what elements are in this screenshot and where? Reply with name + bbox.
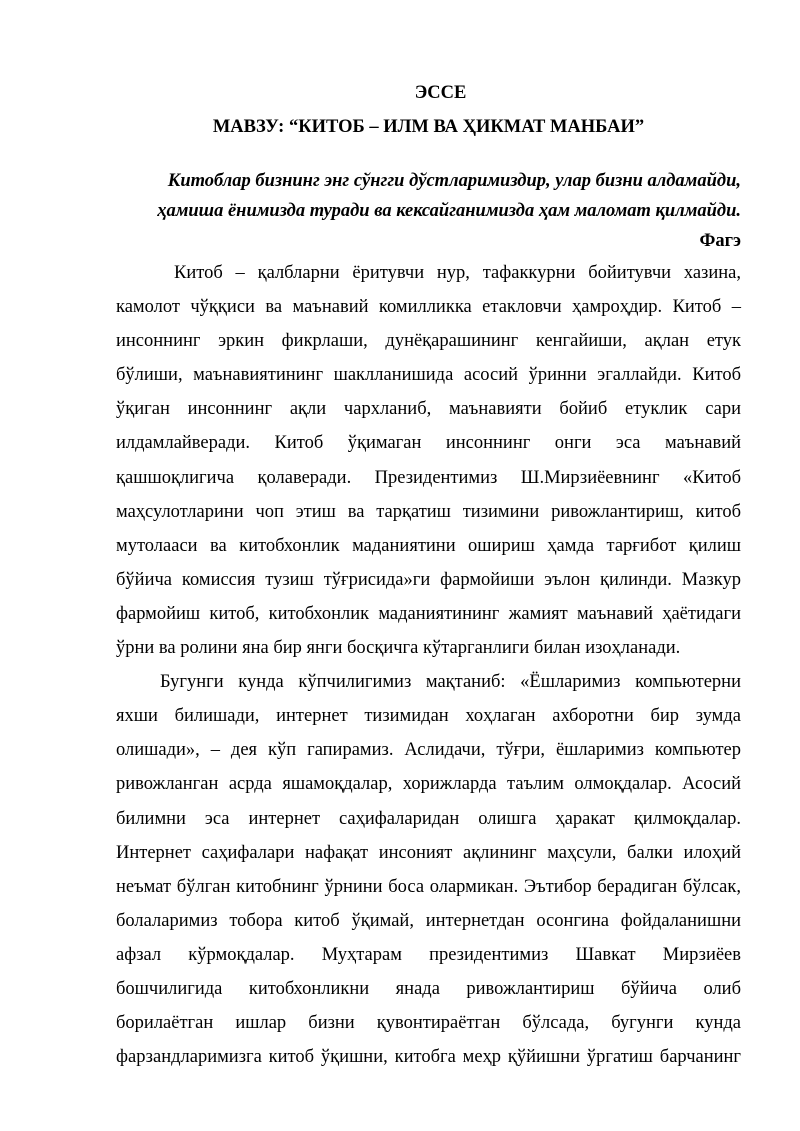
text-line: ўрни ва ролини яна бир янги босқичга кўтарганлиги билан изоҳланади. (116, 638, 681, 659)
text-line: илдамлайверади. Китоб ўқимаган инсоннинг онги эса маънавий (116, 433, 741, 454)
epigraph-line: ҳамиша ёнимизда туради ва кексайганимизда ҳам маломат қилмайди. (157, 201, 741, 221)
epigraph (116, 166, 741, 256)
document-subtitle: МАВЗУ: “КИТОБ – ИЛМ ВА ҲИКМАТ МАНБАИ” (212, 117, 645, 137)
text-line: олишади», – дея кўп гапирамиз. Аслидачи, тўғри, ёшларимиз компьютер (116, 740, 741, 761)
document-page (116, 76, 741, 1074)
text-line: ривожланган асрда яшамоқдалар, хорижларда таълим олмоқдалар. Асосий (116, 774, 741, 795)
paragraph-2 (116, 665, 741, 1074)
text-line: болаларимиз тобора китоб ўқимай, интернетдан осонгина фойдаланишни (116, 910, 741, 931)
text-line: инсоннинг эркин фикрлаши, дунёқарашининг кенгайиши, ақлан етук (116, 331, 741, 352)
text-line: борилаётган ишлар бизни қувонтираётган бўлсада, бугунги кунда (116, 1013, 741, 1034)
text-line: Китоб – қалбларни ёритувчи нур, тафаккурни бойитувчи хазина, (174, 263, 741, 283)
epigraph-author: Фагэ (699, 231, 741, 251)
text-line: ўқиган инсоннинг ақли чархланиб, маънавияти бойиб етуклик сари (116, 399, 741, 420)
text-line: қашшоқлигича қолаверади. Президентимиз Ш.Мирзиёевнинг «Китоб (116, 467, 741, 488)
text-line: афзал кўрмоқдалар. Муҳтарам президентимиз Шавкат Мирзиёев (116, 944, 741, 965)
text-line: бўлиши, маънавиятининг шаклланишида асосий ўринни эгаллайди. Китоб (116, 365, 741, 386)
text-line: билимни эса интернет саҳифаларидан олишга ҳаракат қилмоқдалар. (116, 808, 741, 829)
document-title: ЭССЕ (414, 83, 467, 103)
paragraph-1 (116, 256, 741, 665)
epigraph-line: Китоблар бизнинг энг сўнгги дўстларимиздир, улар бизни алдамайди, (167, 171, 741, 191)
text-line: бўйича комиссия тузиш тўғрисида»ги фармойиши эълон қилинди. Мазкур (116, 569, 741, 590)
text-line: фармойиш китоб, китобхонлик маданиятининг жамият маънавий ҳаётидаги (116, 603, 741, 624)
spacer (116, 144, 741, 166)
text-line: камолот чўққиси ва маънавий комилликка етакловчи ҳамроҳдир. Китоб – (116, 297, 741, 318)
text-line: бошчилигида китобхонликни янада ривожлантириш бўйича олиб (116, 978, 741, 999)
text-line: неъмат бўлган китобнинг ўрнини боса олармикан. Эътибор берадиган бўлсак, (116, 876, 741, 897)
text-line: фарзандларимизга китоб ўқишни, китобга меҳр қўйишни ўргатиш барчанинг (116, 1047, 741, 1068)
text-line: яхши билишади, интернет тизимидан хоҳлаган ахборотни бир зумда (116, 706, 741, 727)
text-line: Бугунги кунда кўпчилигимиз мақтаниб: «Ёшларимиз компьютерни (160, 672, 741, 693)
text-line: мутолааси ва китобхонлик маданиятини ошириш ҳамда тарғибот қилиш (116, 535, 741, 556)
text-line: Интернет саҳифалари нафақат инсоният ақлининг маҳсули, балки илоҳий (116, 842, 741, 863)
text-line: маҳсулотларини чоп этиш ва тарқатиш тизимини ривожлантириш, китоб (116, 501, 741, 522)
